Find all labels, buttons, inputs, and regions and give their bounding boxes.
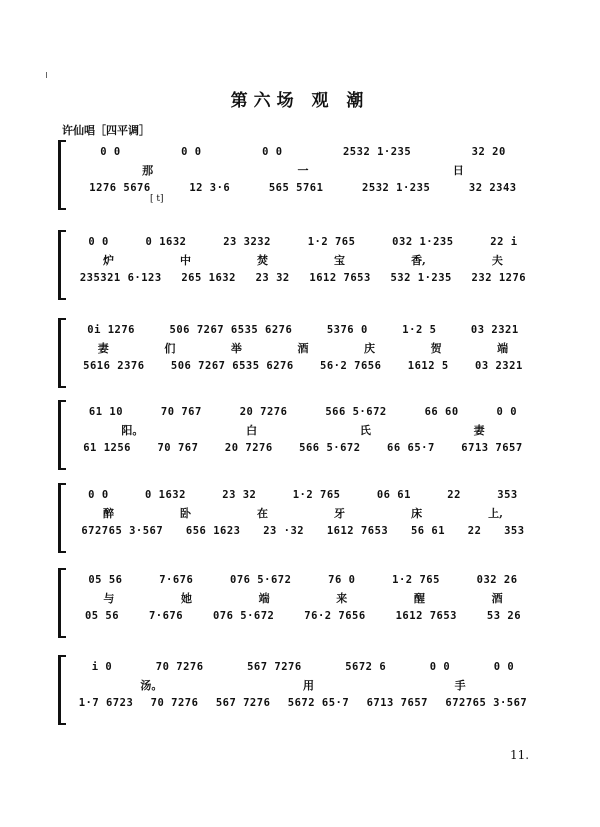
system-brace	[58, 318, 66, 388]
measure: 70 7276	[150, 697, 199, 709]
lyric-word: 们	[164, 342, 176, 355]
accompaniment-line	[70, 697, 536, 709]
lyric-word: 她	[180, 592, 192, 605]
measure: 1612 5	[407, 360, 449, 372]
measure: 1276 5676	[89, 182, 151, 194]
measure: 567 7276	[215, 697, 271, 709]
measure: 32 20	[471, 146, 506, 158]
measure: 23 ·32	[263, 525, 305, 537]
system-brace	[58, 655, 66, 725]
measure: 1612 7653	[326, 525, 389, 537]
lyric-word: 白	[246, 424, 258, 437]
measure: 0 0	[88, 236, 109, 248]
measure: 7·676	[148, 610, 184, 622]
page-number: 11.	[510, 748, 530, 762]
lyric-word: 日	[452, 164, 464, 177]
measure: 566 5·672	[299, 442, 361, 454]
measure: 56·2 7656	[320, 360, 382, 372]
system-brace	[58, 568, 66, 638]
lyric-word: 庆	[364, 342, 376, 355]
accompaniment-line	[70, 442, 536, 454]
measure: 0 0	[429, 661, 451, 673]
lyric-word: 阳。	[121, 424, 144, 437]
vocal-line	[70, 324, 536, 336]
measure: 565 5761	[268, 182, 324, 194]
lyrics-line	[70, 590, 536, 606]
lyric-word: 牙	[334, 507, 346, 520]
accompaniment-line	[70, 525, 536, 537]
measure: 23 32	[255, 272, 290, 284]
measure: 1·2 5	[402, 324, 437, 336]
measure: 1·2 765	[392, 574, 440, 586]
measure: 7·676	[159, 574, 194, 586]
lyric-word: 来	[336, 592, 348, 605]
measure: 23 32	[222, 489, 257, 501]
measure: 265 1632	[181, 272, 236, 284]
measure: 56 61	[410, 525, 446, 537]
vocal-line	[70, 661, 536, 673]
measure: 076 5·672	[212, 610, 275, 622]
measure: 0 0	[493, 661, 515, 673]
section-subtitle: 许仙唱［四平调］	[62, 124, 150, 137]
lyric-word: 中	[180, 254, 192, 267]
measure: 6713 7657	[366, 697, 428, 709]
measure: 61 1256	[83, 442, 131, 454]
lyric-word: 酒	[297, 342, 309, 355]
measure: 1612 7653	[395, 610, 458, 622]
accompaniment-line	[70, 360, 536, 372]
measure: 353	[497, 489, 518, 501]
system-brace	[58, 230, 66, 300]
lyric-word: 端	[497, 342, 509, 355]
lyric-word: 一	[297, 164, 309, 177]
lyric-word: 汤。	[140, 679, 163, 692]
vocal-line	[70, 406, 536, 418]
vocal-line	[70, 489, 536, 501]
measure: 2532 1·235	[342, 146, 412, 158]
measure: 05 56	[84, 610, 120, 622]
lyric-word: 手	[454, 679, 466, 692]
measure: 672765 3·567	[445, 697, 528, 709]
lyrics-line	[70, 677, 536, 693]
measure: 032 26	[476, 574, 518, 586]
accompaniment-line	[70, 610, 536, 622]
measure: 6713 7657	[461, 442, 523, 454]
vocal-line	[70, 236, 536, 248]
measure: 672765 3·567	[81, 525, 164, 537]
measure: 03 2321	[475, 360, 523, 372]
measure: 1·2 765	[307, 236, 356, 248]
measure: 232 1276	[471, 272, 527, 284]
lyrics-line	[70, 422, 536, 438]
measure: 70 7276	[155, 661, 204, 673]
accomp-note: [ t]	[150, 194, 164, 204]
measure: 22	[447, 489, 461, 501]
lyric-word: 卧	[180, 507, 192, 520]
lyric-word: 妻	[97, 342, 109, 355]
margin-mark	[46, 72, 47, 78]
measure: 5672 65·7	[287, 697, 350, 709]
measure: 0 0	[262, 146, 283, 158]
measure: 5616 2376	[83, 360, 145, 372]
measure: 5376 0	[326, 324, 368, 336]
system-brace	[58, 140, 66, 210]
lyric-word: 床	[411, 507, 423, 520]
lyric-word: 贺	[430, 342, 442, 355]
lyrics-line	[70, 505, 536, 521]
measure: 76 0	[328, 574, 356, 586]
accompaniment-line	[70, 182, 536, 194]
measure: 66 65·7	[387, 442, 435, 454]
lyric-word: 在	[257, 507, 269, 520]
measure: i 0	[91, 661, 113, 673]
measure: 22	[467, 525, 482, 537]
measure: 03 2321	[470, 324, 519, 336]
measure: 0 1632	[144, 489, 186, 501]
measure: 566 5·672	[325, 406, 387, 418]
vocal-line	[70, 146, 536, 158]
lyric-word: 炉	[103, 254, 114, 267]
accompaniment-line	[70, 272, 536, 284]
lyric-word: 醒	[413, 592, 425, 605]
measure: 656 1623	[185, 525, 241, 537]
lyrics-line	[70, 162, 536, 178]
lyric-word: 妻	[473, 424, 485, 437]
measure: 2532 1·235	[362, 182, 431, 194]
measure: 23 3232	[223, 236, 271, 248]
measure: 53 26	[486, 610, 522, 622]
measure: 032 1·235	[392, 236, 454, 248]
measure: 1·7 6723	[78, 697, 134, 709]
measure: 506 7267 6535 6276	[169, 324, 293, 336]
lyric-word: 那	[142, 164, 154, 177]
measure: 61 10	[88, 406, 124, 418]
lyric-word: 用	[302, 679, 314, 692]
measure: 1612 7653	[309, 272, 371, 284]
lyric-word: 氏	[359, 424, 371, 437]
measure: 70 767	[160, 406, 202, 418]
system-brace	[58, 400, 66, 470]
lyric-word: 宝	[334, 254, 346, 267]
lyric-word: 上,	[488, 507, 503, 520]
measure: 0 0	[88, 489, 109, 501]
measure: 532 1·235	[390, 272, 452, 284]
measure: 05 56	[88, 574, 123, 586]
measure: 66 60	[424, 406, 459, 418]
page-title: 第六场 观 潮	[230, 91, 370, 111]
lyric-word: 端	[258, 592, 270, 605]
lyrics-line	[70, 252, 536, 268]
lyrics-line	[70, 340, 536, 356]
measure: 0i 1276	[87, 324, 136, 336]
measure: 70 767	[157, 442, 199, 454]
lyric-word: 举	[230, 342, 242, 355]
measure: 567 7276	[247, 661, 302, 673]
measure: 506 7267 6535 6276	[170, 360, 294, 372]
lyric-word: 香,	[411, 254, 426, 267]
lyric-word: 与	[103, 592, 115, 605]
measure: 0 0	[100, 146, 121, 158]
measure: 20 7276	[224, 442, 273, 454]
measure: 235321 6·123	[79, 272, 162, 284]
measure: 0 0	[496, 406, 518, 418]
measure: 20 7276	[239, 406, 288, 418]
lyric-word: 夫	[491, 254, 503, 267]
lyric-word: 醉	[103, 507, 114, 520]
measure: 1·2 765	[292, 489, 341, 501]
vocal-line	[70, 574, 536, 586]
measure: 0 1632	[145, 236, 187, 248]
measure: 22 i	[490, 236, 518, 248]
measure: 06 61	[376, 489, 411, 501]
measure: 076 5·672	[230, 574, 292, 586]
system-brace	[58, 483, 66, 553]
measure: 353	[504, 525, 525, 537]
measure: 76·2 7656	[304, 610, 366, 622]
measure: 32 2343	[468, 182, 517, 194]
lyric-word: 焚	[257, 254, 269, 267]
measure: 12 3·6	[189, 182, 231, 194]
lyric-word: 酒	[491, 592, 503, 605]
measure: 0 0	[181, 146, 202, 158]
measure: 5672 6	[345, 661, 387, 673]
